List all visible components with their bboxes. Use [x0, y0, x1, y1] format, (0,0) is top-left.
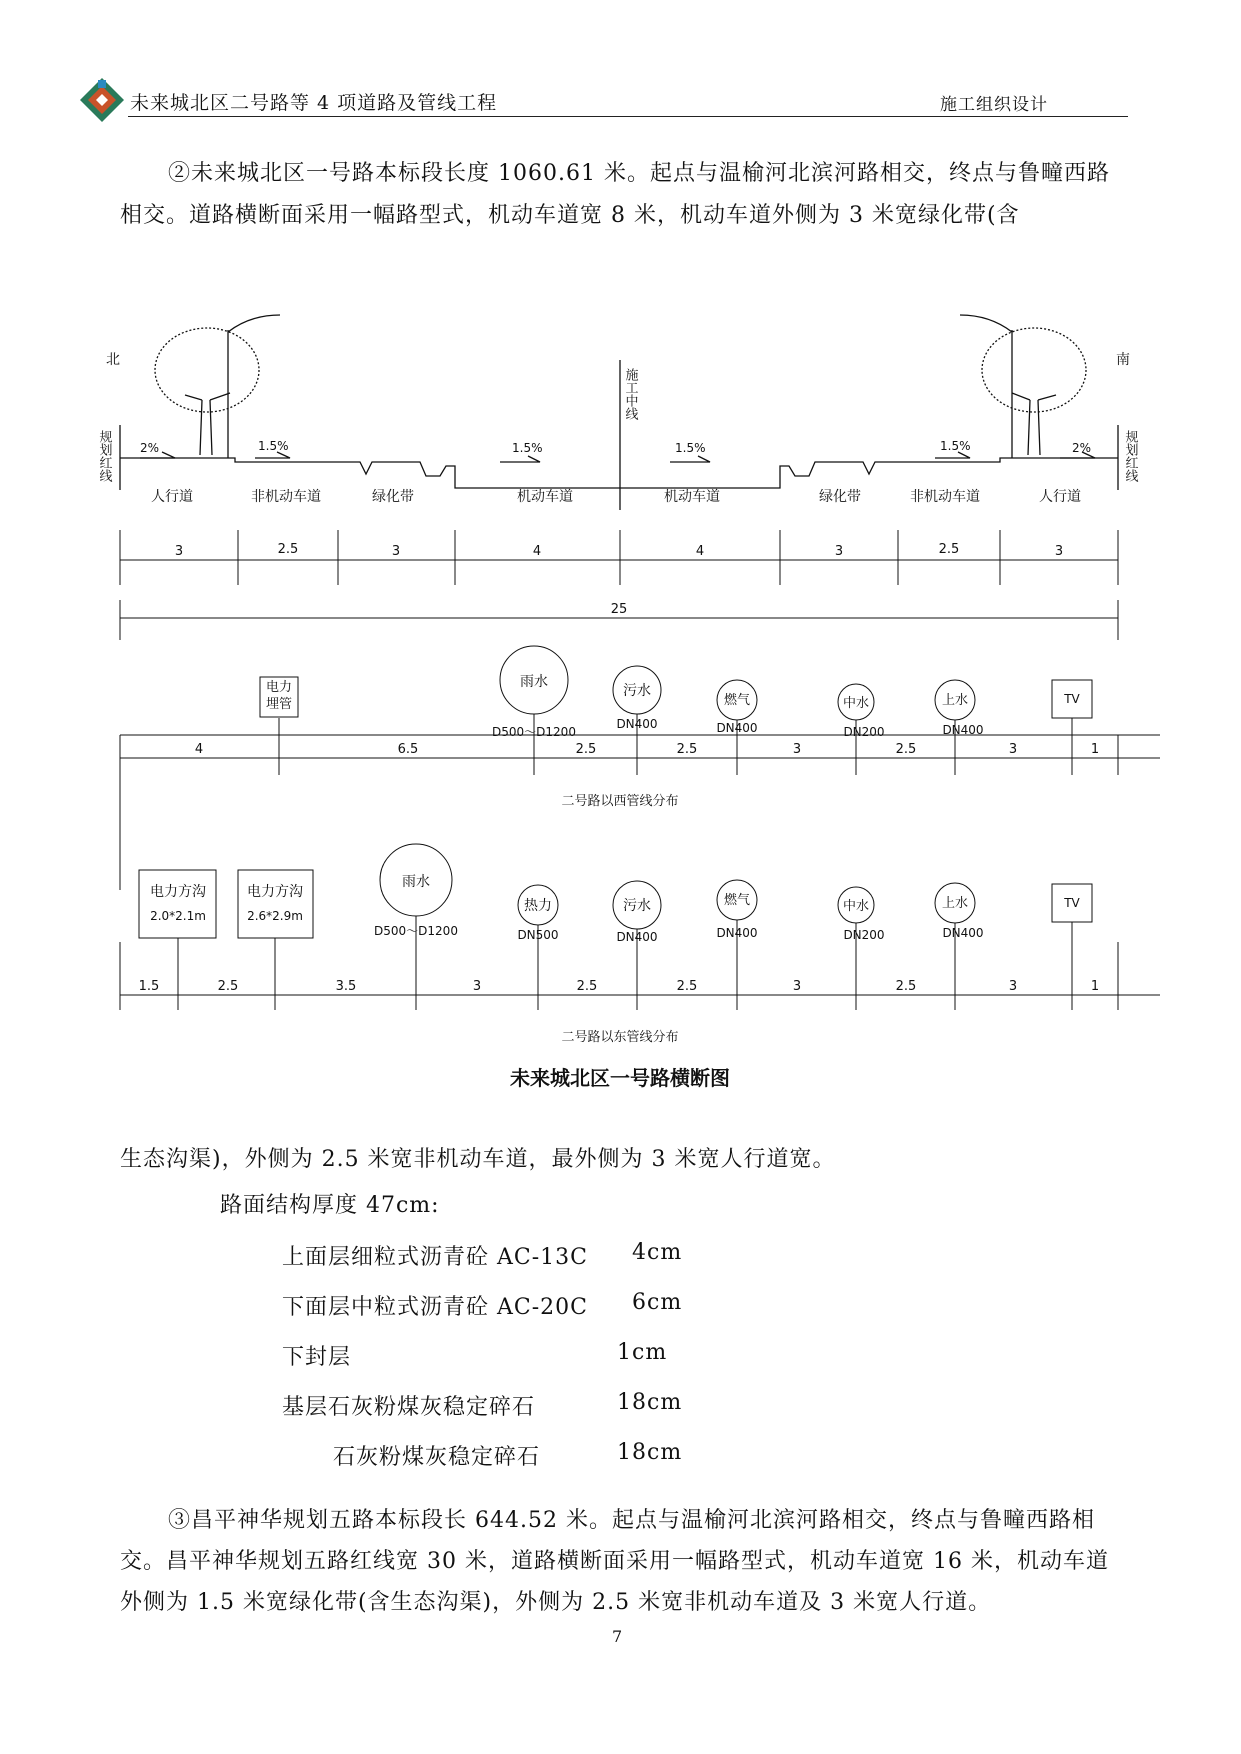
west-caption: 二号路以西管线分布: [561, 794, 679, 809]
slope-label-1: 2%: [140, 441, 160, 455]
duct2-label: 电力方沟: [247, 884, 303, 900]
sewage-size: DN400: [616, 717, 658, 731]
lane-label: 非机动车道: [910, 489, 980, 505]
dim-label: 2.5: [277, 542, 299, 557]
layer-thickness: 18cm: [617, 1440, 683, 1465]
slope-label-5: 1.5%: [940, 439, 971, 453]
gas-label: 燃气: [723, 693, 751, 708]
heat-size: DN500: [517, 928, 559, 942]
spacing-label: 3: [1008, 979, 1018, 994]
rain-size: D500～D1200: [492, 725, 576, 739]
duct1-size: 2.0*2.1m: [150, 909, 206, 923]
layer-thickness: 4cm: [632, 1240, 683, 1265]
supply-size: DN400: [942, 926, 984, 940]
red-line-right: 规划红线: [1122, 430, 1138, 482]
lane-label: 机动车道: [664, 489, 720, 505]
slope-label-3: 1.5%: [512, 441, 543, 455]
gas-size: DN400: [716, 926, 758, 940]
spacing-label: 3: [792, 742, 802, 757]
lane-label: 非机动车道: [251, 489, 321, 505]
spacing-label: 3: [792, 979, 802, 994]
rain-size: D500～D1200: [374, 924, 458, 938]
heat-label: 热力: [524, 898, 552, 914]
sewage-label: 污水: [623, 683, 651, 699]
slope-label-4: 1.5%: [675, 441, 706, 455]
power-duct-label: 电力埋管: [265, 680, 293, 712]
supply-label: 上水: [941, 896, 969, 911]
cross-section-figure: [0, 300, 1241, 1100]
layer-name: 下面层中粒式沥青砼 AC-20C: [282, 1295, 588, 1320]
rain-label: 雨水: [520, 674, 548, 690]
spacing-label: 2.5: [576, 979, 598, 994]
north-label: 北: [106, 352, 120, 368]
dim-label: 3: [834, 544, 844, 559]
lane-label: 人行道: [151, 489, 193, 505]
reclaimed-label: 中水: [842, 899, 870, 914]
gas-size: DN400: [716, 721, 758, 735]
header-section: 施工组织设计: [940, 95, 1048, 115]
spacing-label: 2.5: [676, 979, 698, 994]
layer-name: 基层石灰粉煤灰稳定碎石: [282, 1395, 536, 1420]
spacing-label: 2.5: [575, 742, 597, 757]
sewage-label: 污水: [623, 898, 651, 914]
lane-label: 人行道: [1039, 489, 1081, 505]
dim-label: 4: [695, 544, 705, 559]
slope-label-6: 2%: [1072, 441, 1092, 455]
paragraph-1: ②未来城北区一号路本标段长度 1060.61 米。起点与温榆河北滨河路相交，终点与鲁疃西路相交。道路横断面采用一幅路型式，机动车道宽 8 米，机动车道外侧为 3 米宽绿化带(含: [120, 161, 1110, 228]
dim-label: 2.5: [938, 542, 960, 557]
layer-name: 下封层: [282, 1345, 352, 1370]
spacing-label: 3.5: [335, 979, 357, 994]
paragraph-3: ③昌平神华规划五路本标段长 644.52 米。起点与温榆河北滨河路相交，终点与鲁疃西路相交。昌平神华规划五路红线宽 30 米，道路横断面采用一幅路型式，机动车道宽 16 米，机动车道外侧为 1.5 米宽绿化带(含生态沟渠)，外侧为 2.5 米宽非机动车道及 3 米宽人行道。: [120, 1508, 1109, 1615]
spacing-label: 4: [194, 742, 204, 757]
reclaimed-label: 中水: [842, 696, 870, 711]
reclaimed-size: DN200: [843, 928, 885, 942]
dim-label: 4: [532, 544, 542, 559]
spacing-label: 3: [1008, 742, 1018, 757]
spacing-label: 1.5: [138, 979, 160, 994]
dim-label: 3: [391, 544, 401, 559]
layer-thickness: 1cm: [617, 1340, 668, 1365]
spacing-label: 2.5: [895, 979, 917, 994]
spacing-label: 6.5: [397, 742, 419, 757]
spacing-label: 1: [1090, 742, 1100, 757]
spacing-label: 1: [1090, 979, 1100, 994]
centerline-label: 施工中线: [622, 368, 638, 420]
layer-thickness: 6cm: [632, 1290, 683, 1315]
spacing-label: 3: [472, 979, 482, 994]
total-width-label: 25: [610, 602, 628, 617]
layer-name: 上面层细粒式沥青砼 AC-13C: [282, 1245, 588, 1270]
header-rule: [128, 116, 1128, 117]
supply-size: DN400: [942, 723, 984, 737]
dim-label: 3: [1054, 544, 1064, 559]
lane-label: 绿化带: [819, 489, 861, 505]
lane-label: 机动车道: [517, 489, 573, 505]
tv-label: TV: [1064, 692, 1080, 706]
layer-thickness: 18cm: [617, 1390, 683, 1415]
duct1-label: 电力方沟: [150, 884, 206, 900]
red-line-left: 规划红线: [96, 430, 112, 482]
south-label: 南: [1116, 352, 1130, 368]
spacing-label: 2.5: [676, 742, 698, 757]
supply-label: 上水: [941, 693, 969, 708]
layer-name: 石灰粉煤灰稳定碎石: [333, 1445, 541, 1470]
page-number: 7: [612, 1627, 623, 1646]
reclaimed-size: DN200: [843, 725, 885, 739]
duct2-size: 2.6*2.9m: [247, 909, 303, 923]
slope-label-2: 1.5%: [258, 439, 289, 453]
paragraph-2: 生态沟渠)，外侧为 2.5 米宽非机动车道，最外侧为 3 米宽人行道宽。: [120, 1147, 836, 1172]
gas-label: 燃气: [723, 893, 751, 908]
lane-label: 绿化带: [372, 489, 414, 505]
spacing-label: 2.5: [895, 742, 917, 757]
spacing-label: 2.5: [217, 979, 239, 994]
sewage-size: DN400: [616, 930, 658, 944]
rain-label: 雨水: [402, 874, 430, 890]
header-title: 未来城北区二号路等 4 项道路及管线工程: [130, 92, 498, 114]
company-logo: [78, 76, 126, 124]
figure-title: 未来城北区一号路横断图: [510, 1066, 730, 1090]
pavement-title: 路面结构厚度 47cm:: [220, 1193, 440, 1218]
dim-label: 3: [174, 544, 184, 559]
tv-label: TV: [1064, 896, 1080, 910]
east-caption: 二号路以东管线分布: [561, 1030, 679, 1045]
